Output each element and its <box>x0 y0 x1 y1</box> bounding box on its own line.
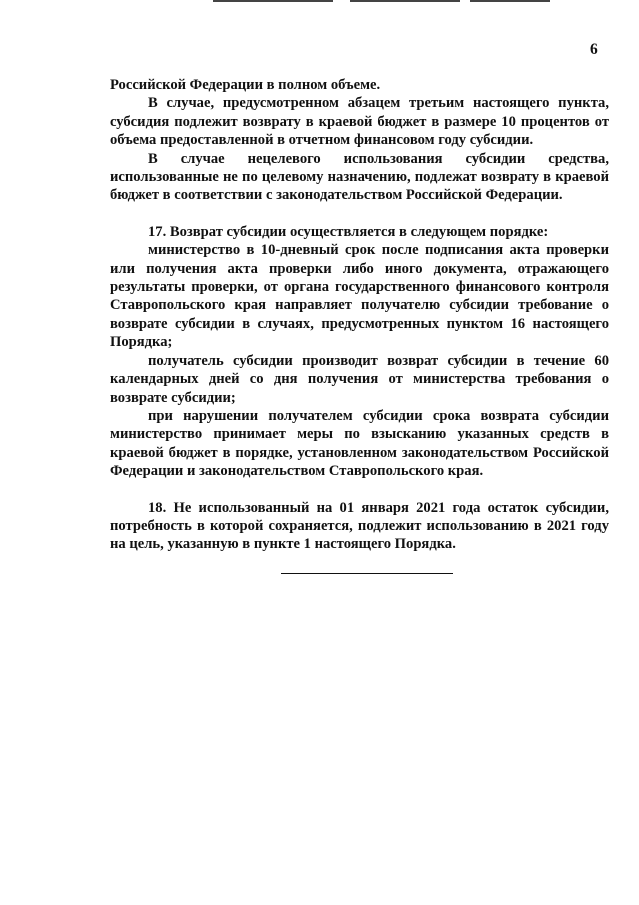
paragraph-item-17: 17. Возврат субсидии осуществляется в следующем порядке: <box>148 223 549 240</box>
paragraph-refund-ten-percent: В случае, предусмотренном абзацем третьим настоящего пункта, субсидия подлежит возврату в краевой бюджет в размере 10 процентов от объема предоставленной в отчетном финансовом году субсидии. <box>110 95 609 149</box>
document-body <box>110 76 609 554</box>
scan-top-edge-marks <box>0 0 639 6</box>
paragraph-continuation: Российской Федерации в полном объеме. <box>110 77 381 93</box>
paragraph-ministry-demand: министерство в 10-дневный срок после подписания акта проверки или получения акта проверки либо иного документа, отражающего результаты проверки, от органа государственного финансового контроля Ставропольского края направляет получателю субсидии требование о возврате субсидии в случаях, предусмотренных пунктом 16 настоящего Порядка; <box>110 242 609 351</box>
paragraph-item-18: 18. Не использованный на 01 января 2021 года остаток субсидии, потребность в которой сохраняется, подлежит использованию в 2021 году на цель, указанную в пункте 1 настоящего Порядка. <box>110 499 609 553</box>
paragraph-misuse-refund: В случае нецелевого использования субсидии средства, использованные не по целевому назначению, подлежат возврату в краевой бюджет в соответствии с законодательством Российской Федерации. <box>110 150 609 204</box>
paragraph-recipient-refund: получатель субсидии производит возврат субсидии в течение 60 календарных дней со дня получения от министерства требования о возврате субсидии; <box>110 352 609 406</box>
page-number: 6 <box>590 41 598 58</box>
paragraph-enforcement: при нарушении получателем субсидии срока возврата субсидии министерство принимает меры по взысканию указанных средств в краевой бюджет в порядке, установленном законодательством Российской Федерации и законодательством Ставропольского края. <box>110 407 609 480</box>
end-of-document-rule <box>281 573 453 574</box>
